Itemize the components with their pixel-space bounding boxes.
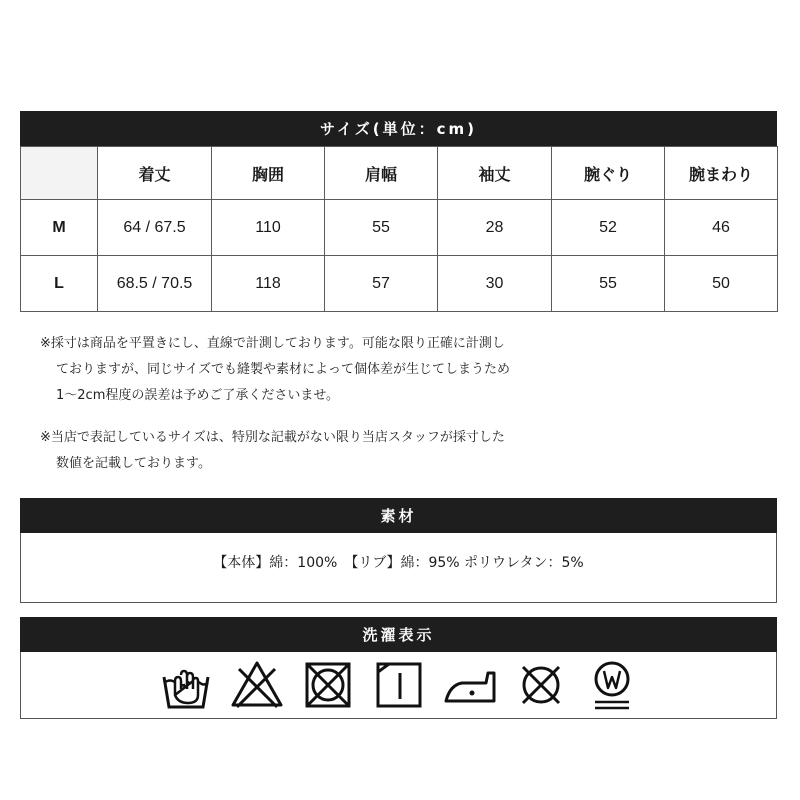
note-line: ておりますが、同じサイズでも縫製や素材によって個体差が生じてしまうため — [56, 362, 510, 377]
size-table — [20, 146, 778, 312]
no-bleach-icon — [227, 655, 287, 715]
material-text: 【本体】綿：100% 【リブ】綿：95% ポリウレタン：5% — [213, 555, 584, 571]
note-line: 数値を記載しております。 — [56, 456, 211, 471]
column-header: 肩幅 — [325, 147, 438, 200]
measurement-note — [40, 331, 510, 409]
column-header: 腕まわり — [665, 147, 778, 200]
size-note — [40, 425, 505, 477]
table-row — [21, 200, 778, 256]
iron-low-icon — [440, 655, 500, 715]
column-header: 胸囲 — [212, 147, 325, 200]
no-dry-clean-icon — [511, 655, 571, 715]
table-cell: 50 — [665, 256, 778, 312]
table-cell: 55 — [552, 256, 665, 312]
no-tumble-dry-icon — [298, 655, 358, 715]
note-line: ※当店で表記しているサイズは、特別な記載がない限り当店スタッフが採寸した — [40, 430, 505, 445]
table-cell: 55 — [325, 200, 438, 256]
note-line: ※採寸は商品を平置きにし、直線で計測しております。可能な限り正確に計測し — [40, 336, 505, 351]
table-corner-cell — [21, 147, 98, 200]
note-line: 1〜2cm程度の誤差は予めご了承くださいませ。 — [56, 388, 339, 403]
table-cell: 64 / 67.5 — [98, 200, 212, 256]
table-row — [21, 256, 778, 312]
table-cell: 68.5 / 70.5 — [98, 256, 212, 312]
column-header: 着丈 — [98, 147, 212, 200]
size-section-title: サイズ(単位：cm) — [319, 120, 478, 138]
table-cell: 46 — [665, 200, 778, 256]
line-dry-icon — [369, 655, 429, 715]
table-cell: 57 — [325, 256, 438, 312]
row-label: M — [21, 200, 98, 256]
wet-clean-mild-icon — [582, 655, 642, 715]
size-table-header-row — [21, 147, 778, 200]
table-cell: 118 — [212, 256, 325, 312]
column-header: 袖丈 — [438, 147, 552, 200]
care-section-header — [20, 617, 777, 652]
row-label: L — [21, 256, 98, 312]
hand-wash-icon — [156, 655, 216, 715]
table-cell: 30 — [438, 256, 552, 312]
column-header: 腕ぐり — [552, 147, 665, 200]
size-section-header — [20, 111, 777, 146]
care-icons — [20, 655, 777, 715]
table-cell: 52 — [552, 200, 665, 256]
care-section-title: 洗濯表示 — [362, 626, 435, 644]
material-section-header — [20, 498, 777, 533]
material-section-title: 素材 — [380, 507, 417, 525]
table-cell: 28 — [438, 200, 552, 256]
table-cell: 110 — [212, 200, 325, 256]
